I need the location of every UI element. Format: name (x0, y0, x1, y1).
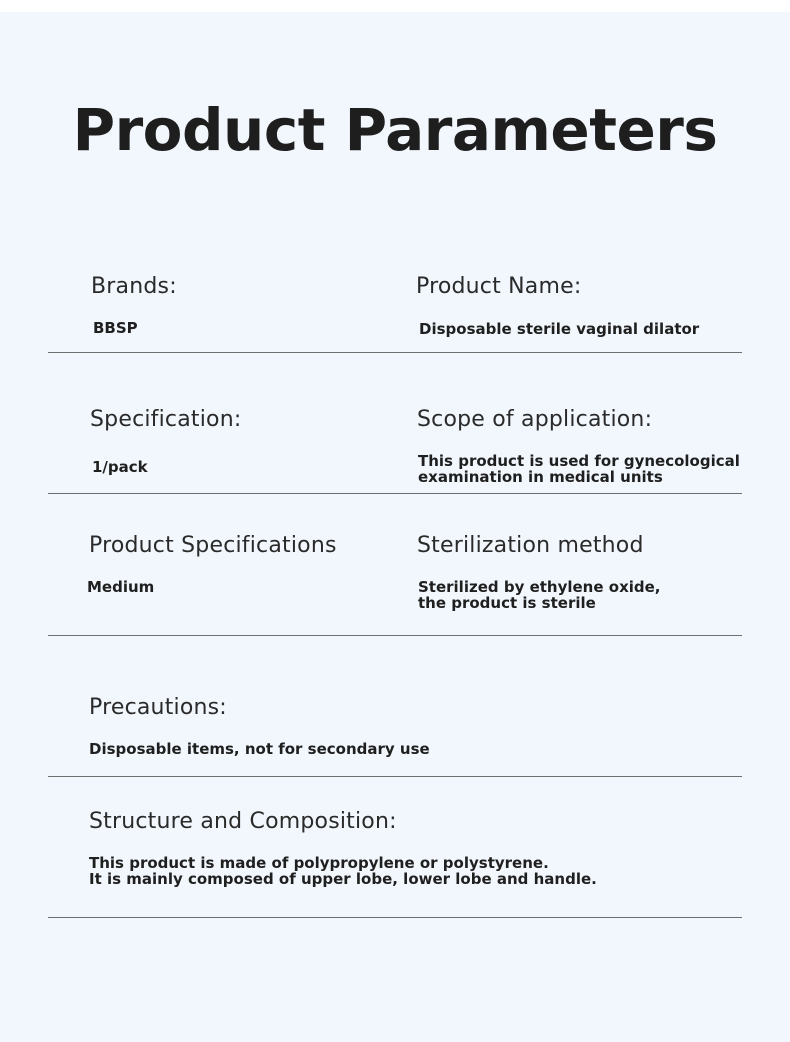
specification-label: Specification: (90, 407, 242, 432)
product-name-label: Product Name: (416, 274, 582, 299)
structure-value (89, 855, 597, 887)
precautions-label: Precautions: (89, 695, 227, 720)
structure-label: Structure and Composition: (89, 809, 397, 834)
scope-value-line: This product is used for gynecological (418, 452, 740, 470)
divider (48, 635, 742, 636)
divider (48, 493, 742, 494)
divider (48, 352, 742, 353)
sterilization-label: Sterilization method (417, 533, 644, 558)
specification-value: 1/pack (92, 458, 148, 476)
parameters-sheet (0, 12, 790, 1042)
page-title: Product Parameters (72, 96, 718, 164)
precautions-value: Disposable items, not for secondary use (89, 740, 430, 758)
sterilization-value-line: the product is sterile (418, 594, 596, 612)
product-specifications-label: Product Specifications (89, 533, 337, 558)
divider (48, 917, 742, 918)
divider (48, 776, 742, 777)
sterilization-value (418, 579, 661, 611)
product-name-value: Disposable sterile vaginal dilator (419, 320, 700, 338)
product-specifications-value: Medium (87, 578, 155, 596)
structure-value-line: This product is made of polypropylene or polystyrene. (89, 854, 549, 872)
scope-value (418, 453, 740, 485)
brands-value: BBSP (93, 319, 138, 337)
sterilization-value-line: Sterilized by ethylene oxide, (418, 578, 661, 596)
scope-label: Scope of application: (417, 407, 653, 432)
structure-value-line: It is mainly composed of upper lobe, lower lobe and handle. (89, 870, 597, 888)
scope-value-line: examination in medical units (418, 468, 663, 486)
brands-label: Brands: (91, 274, 177, 299)
